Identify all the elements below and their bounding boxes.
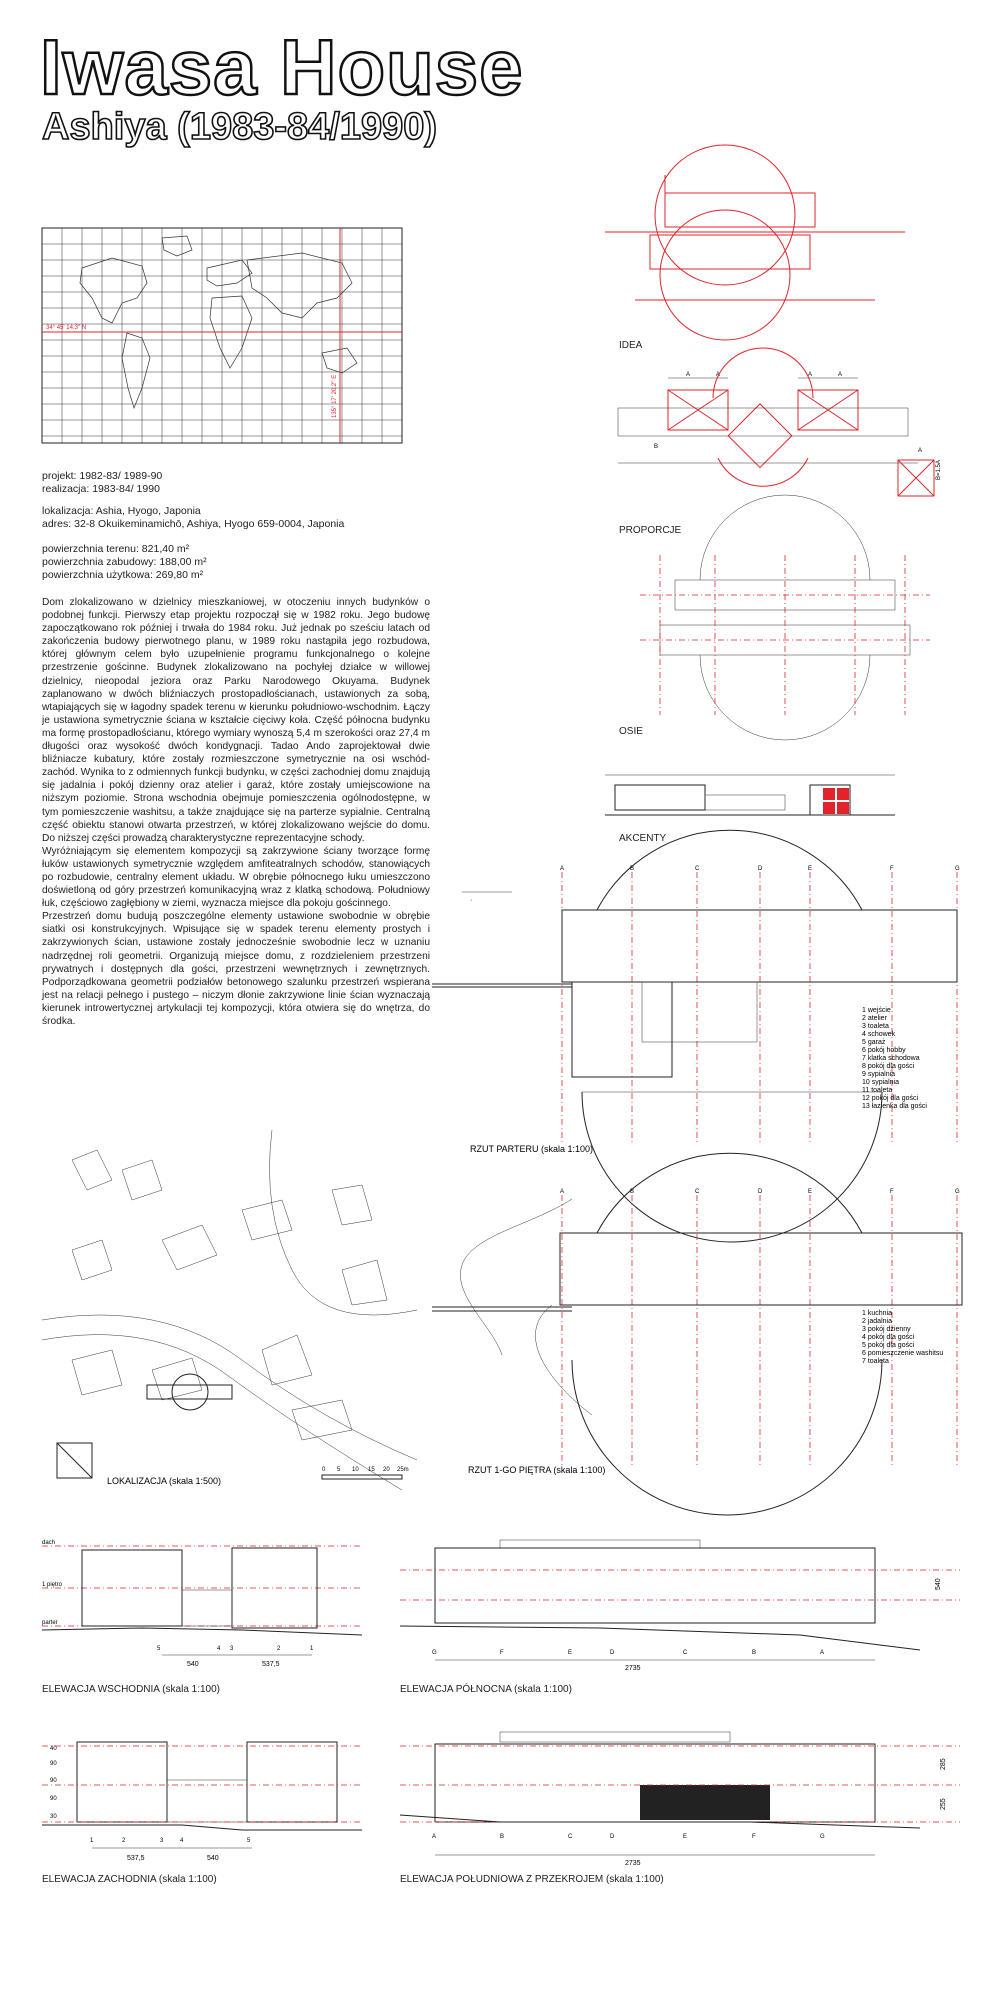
dimension-label: 540 xyxy=(187,1661,199,1668)
dim-a-label: A xyxy=(838,372,843,378)
axis-label: D xyxy=(610,1650,615,1656)
dim-a-label: A xyxy=(918,448,923,454)
axis-label: A xyxy=(560,866,565,872)
west-elevation xyxy=(42,1730,372,1880)
level-label: dach xyxy=(42,1540,56,1546)
axis-label: G xyxy=(432,1650,437,1656)
dimension-label: 2735 xyxy=(625,1665,641,1672)
legend-entry: 8 pokój dla gości xyxy=(862,1063,915,1070)
axis-label: B xyxy=(752,1650,757,1656)
map-lon-label: 135° 17' 20.2'' E xyxy=(332,374,338,418)
axis-label: B xyxy=(630,1189,635,1195)
scale-label: 25m xyxy=(397,1467,409,1473)
proportion-ratio: B=1.5A xyxy=(936,460,942,480)
elevation-title: ELEWACJA POŁUDNIOWA Z PRZEKROJEM (skala 1:100) xyxy=(400,1874,664,1885)
legend-entry: 11 toaleta xyxy=(862,1087,893,1094)
axis-label: 3 xyxy=(160,1838,164,1844)
level-label: 1 piętro xyxy=(42,1582,63,1588)
dim-a-label: A xyxy=(686,372,691,378)
axis-label: E xyxy=(808,1189,813,1195)
ground-floor-plan xyxy=(432,862,992,1162)
elevation-title: ELEWACJA WSCHODNIA (skala 1:100) xyxy=(42,1684,221,1695)
info-uzytkowa: powierzchnia użytkowa: 269,80 m² xyxy=(42,569,204,581)
axis-label: A xyxy=(820,1650,825,1656)
axis-label: A xyxy=(432,1834,437,1840)
legend-entry: 7 toaleta xyxy=(862,1358,889,1365)
axis-label: E xyxy=(568,1650,573,1656)
idea-label: IDEA xyxy=(619,340,643,351)
axis-label: B xyxy=(500,1834,505,1840)
legend-entry: 6 pomieszczenie washitsu xyxy=(862,1350,944,1357)
axis-label: 3 xyxy=(230,1646,234,1652)
legend-entry: 1 kuchnia xyxy=(862,1310,892,1317)
axis-label: C xyxy=(695,1189,700,1195)
legend-entry: 5 pokój dla gości xyxy=(862,1342,915,1349)
axis-label: 2 xyxy=(122,1838,126,1844)
level-label: parter xyxy=(42,1620,58,1626)
scale-label: 20 xyxy=(383,1467,390,1473)
axis-label: 5 xyxy=(157,1646,161,1652)
info-projekt: projekt: 1982-83/ 1989-90 xyxy=(42,470,163,482)
elevation-title: ELEWACJA ZACHODNIA (skala 1:100) xyxy=(42,1874,217,1885)
description-paragraph: Wyróżniającym się elementem kompozycji są zakrzywione ściany tworzące formę łuków ustawionych symetrycznie względem amfiteatralnych schodów, stanowiących po rozbudowie, centralny element układu. W obrębie północnego łuku umieszczono doświetloną od góry przestrzeń komunikacyjną wraz z klatką schodową. Południowy łuk, częściowo zagłębiony w ziemi, wyznacza miejsce dla pokoju gościnnego. xyxy=(42,845,430,910)
info-adres: adres: 32-8 Okuikeminamichō, Ashiya, Hyogo 659-0004, Japonia xyxy=(42,518,345,530)
dimension-label: 540 xyxy=(207,1855,219,1862)
scale-label: 0 xyxy=(322,1467,326,1473)
dim-b-label: B xyxy=(654,444,659,450)
scale-label: 10 xyxy=(352,1467,359,1473)
dimension-label: 255 xyxy=(940,1798,947,1810)
site-title: LOKALIZACJA (skala 1:500) xyxy=(107,1476,222,1486)
dimension-label: 285 xyxy=(940,1758,947,1770)
legend-entry: 6 pokój hobby xyxy=(862,1047,906,1054)
plan-title: RZUT PARTERU (skala 1:100) xyxy=(470,1144,594,1154)
level-dim: 90 xyxy=(50,1778,57,1784)
axis-label: F xyxy=(890,866,894,872)
legend-entry: 13 łazienka dla gości xyxy=(862,1103,927,1110)
level-dim: 40 xyxy=(50,1746,57,1752)
map-lat-label: 34° 45' 14.3'' N xyxy=(46,325,87,331)
axis-label: E xyxy=(808,866,813,872)
scale-label: 15 xyxy=(368,1467,375,1473)
axis-label: E xyxy=(683,1834,688,1840)
axis-label: F xyxy=(752,1834,756,1840)
axis-label: C xyxy=(683,1650,688,1656)
info-realizacja: realizacja: 1983-84/ 1990 xyxy=(42,483,160,495)
legend-entry: 9 sypialnia xyxy=(862,1071,896,1078)
axis-label: G xyxy=(955,866,960,872)
axis-label: F xyxy=(500,1650,504,1656)
svg-text:·: · xyxy=(470,897,473,904)
legend-entry: 5 garaż xyxy=(862,1039,886,1046)
info-zabudowy: powierzchnia zabudowy: 188,00 m² xyxy=(42,556,207,568)
legend-entry: 4 pokój dla gości xyxy=(862,1334,915,1341)
legend-entry: 4 schowek xyxy=(862,1031,896,1038)
axis-label: C xyxy=(695,866,700,872)
description-paragraph: Dom zlokalizowano w dzielnicy mieszkaniowej, w otoczeniu innych budynków o podobnej funkcji. Pierwszy etap projektu rozpoczął się w 1982 roku. Jego budowę zapoczątkowano rok później i trwała do 1984 roku. Już jednak po sześciu latach od zakończenia budowy pierwotnego planu, w 1989 roku nastąpiła jego rozbudowa, której głównym celem było uzupełnienie programu funkcjonalnego o kolejne przestrzenie gościnne. Budynek zlokalizowano na pochyłej działce w willowej dzielnicy, nieopodal jeziora oraz Parku Narodowego Okuyama. Budynek zaplanowano w dwóch bliźniaczych prostopadłościanach, ustawionych za sobą, wtapiających się w łagodny spadek terenu w kierunku południowo-wschodnim. Łączy je ustawiona symetrycznie ściana w kształcie cięciwy koła. Część północna budynku ma formę prostopadłościanu, którego wymiary wynoszą 5,4 m szerokości oraz 27,4 m długości oraz wysokość dwóch kondygnacji. Tadao Ando zaprojektował dwie bliźniacze kubatury, które zostały rozmieszczone symetrycznie na osi wschód-zachód. Wynika to z odmiennych funkcji budynku, w części zachodniej domu znajdują się jadalnia i pokój dzienny oraz atelier i garaż, które zostały umiejscowione na niższym poziomie. Strona wschodnia obejmuje pomieszczenia ogólnodostępne, w tym pomieszczenie washitsu, a także znajdujące się na parterze sypialnie. Centralną część obiektu stanowi otwarta przestrzeń, w której zlokalizowano wejście do domu. Do niższej części prowadzą charakterystyczne reprezentacyjne schody. xyxy=(42,597,430,844)
axis-label: 2 xyxy=(277,1646,281,1652)
east-elevation xyxy=(42,1530,372,1690)
page-subtitle: Ashiya (1983-84/1990) xyxy=(42,106,438,148)
legend-entry: 2 jadalnia xyxy=(862,1318,892,1325)
legend-entry: 3 pokój dzienny xyxy=(862,1326,911,1333)
site-plan xyxy=(42,1130,417,1490)
description xyxy=(42,596,430,1028)
axis-label: A xyxy=(560,1189,565,1195)
level-dim: 30 xyxy=(50,1814,57,1820)
axis-label: D xyxy=(610,1834,615,1840)
axis-label: 4 xyxy=(180,1838,184,1844)
axis-label: C xyxy=(568,1834,573,1840)
dimension-label: 537,5 xyxy=(127,1855,145,1862)
level-dim: 90 xyxy=(50,1796,57,1802)
axis-label: 1 xyxy=(310,1646,314,1652)
axis-label: B xyxy=(630,866,635,872)
scale-label: 5 xyxy=(337,1467,341,1473)
world-map xyxy=(42,228,402,458)
info-lokalizacja: lokalizacja: Ashia, Hyogo, Japonia xyxy=(42,505,201,517)
legend-entry: 1 wejście xyxy=(862,1007,891,1014)
accents-label: AKCENTY xyxy=(619,833,667,844)
axis-label: 4 xyxy=(217,1646,221,1652)
axis-label: G xyxy=(820,1834,825,1840)
axes-label: OSIE xyxy=(619,726,643,737)
axis-label: 5 xyxy=(247,1838,251,1844)
page-title: Iwasa House xyxy=(40,23,524,111)
level-dim: 90 xyxy=(50,1761,57,1767)
info-teren: powierzchnia terenu: 821,40 m² xyxy=(42,543,190,555)
axes-diagram xyxy=(640,555,930,715)
axis-label: D xyxy=(758,866,763,872)
legend-entry: 7 klatka schodowa xyxy=(862,1055,920,1062)
proportion-diagram xyxy=(618,368,978,518)
legend-entry: 12 pokój dla gości xyxy=(862,1095,919,1102)
axis-label: F xyxy=(890,1189,894,1195)
dimension-label: 2735 xyxy=(625,1860,641,1867)
dim-a-label: A xyxy=(716,372,721,378)
south-elevation xyxy=(400,1730,960,1880)
legend-entry: 10 sypialnia xyxy=(862,1079,899,1086)
axis-label: G xyxy=(955,1189,960,1195)
accents-diagram xyxy=(605,770,895,830)
dimension-label: 540 xyxy=(935,1578,942,1590)
legend-entry: 2 atelier xyxy=(862,1015,887,1022)
dimension-label: 537,5 xyxy=(262,1661,280,1668)
proportion-label: PROPORCJE xyxy=(619,525,682,536)
axis-label: 1 xyxy=(90,1838,94,1844)
description-paragraph: Przestrzeń domu budują poszczególne elementy ustawione swobodnie w obrębie siatki osi konstrukcyjnych. Wpisujące się w spadek terenu elementy prostych i zakrzywionych ścian, ustawione zostały jednocześnie swobodnie lecz w uznaniu nadrzędnej roli geometrii. Organizują miejsce domu, z rozdzieleniem przestrzeni prywatnych i dostępnych dla gości, przestrzeni wewnętrznych i zewnętrznych. Podporządkowana geometrii podziałów betonowego szalunku przestrzeń wspierana jest na relacji pełnego i pustego – niczym dłonie zakrzywione linie ścian wyznaczają kierunek introwertycznej artykulacji tej kompozycji, która otwiera się do wnętrza, do środka. xyxy=(42,911,430,1027)
elevation-title: ELEWACJA PÓŁNOCNA (skala 1:100) xyxy=(400,1684,572,1695)
axis-label: D xyxy=(758,1189,763,1195)
plan-title: RZUT 1-GO PIĘTRA (skala 1:100) xyxy=(468,1465,606,1475)
first-floor-plan xyxy=(432,1185,992,1485)
idea-diagram xyxy=(605,135,905,335)
dim-a-label: A xyxy=(808,372,813,378)
legend-entry: 3 toaleta xyxy=(862,1023,889,1030)
north-elevation xyxy=(400,1530,960,1690)
